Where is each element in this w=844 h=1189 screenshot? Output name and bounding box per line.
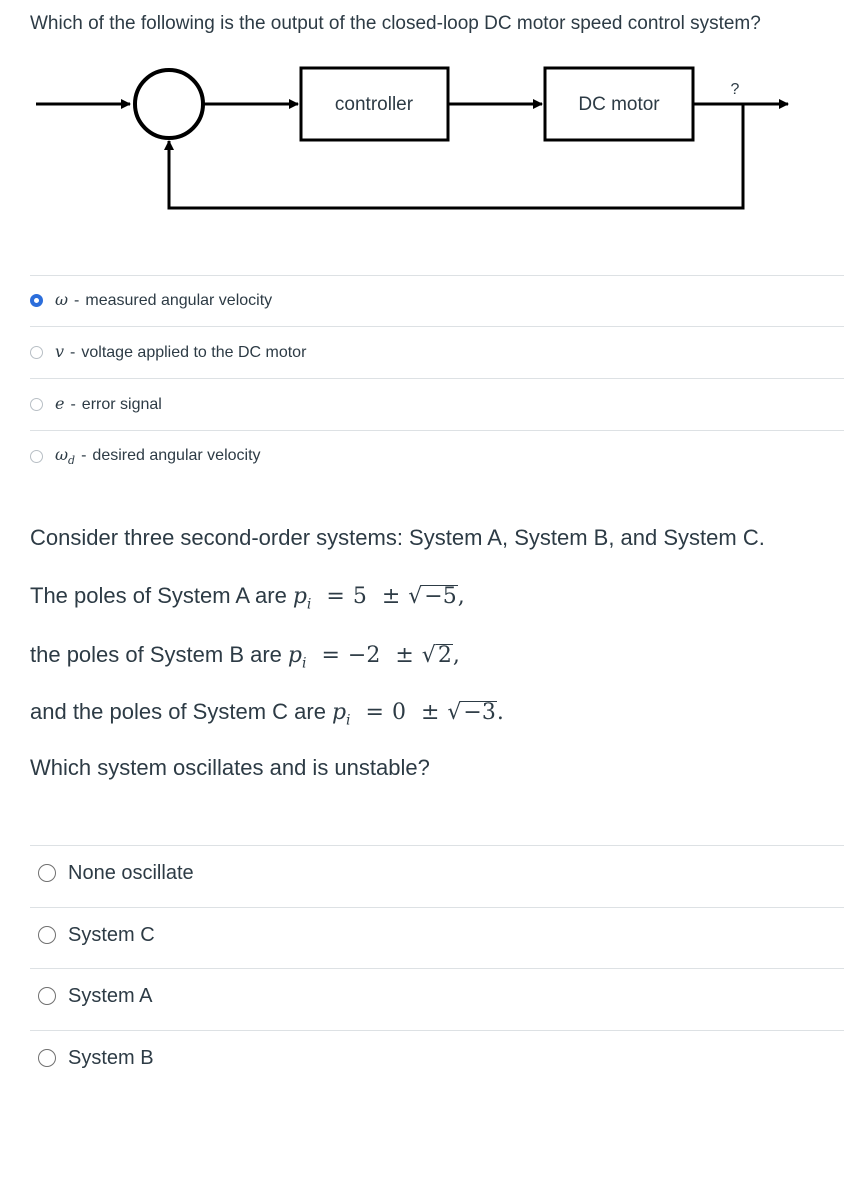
option-symbol: $\omega_d$ [55,444,76,468]
divider [30,845,844,846]
question-2-intro: Consider three second-order systems: System A, System B, and System C. [30,525,765,550]
q1-option-error-signal[interactable]: e - error signal [30,392,162,416]
dc-motor-label: DC motor [578,94,660,115]
question-2-prompt: Which system oscillates and is unstable? [30,755,430,780]
radio[interactable] [38,864,56,882]
option-text: error signal [81,396,162,413]
output-label: ? [730,81,740,98]
summing-junction [135,70,203,138]
option-text: measured angular velocity [85,292,273,309]
q2-option-none-oscillate[interactable] [38,860,194,886]
divider [30,907,844,908]
block-diagram [0,55,844,225]
divider [30,326,844,327]
q2-option-system-a[interactable] [38,983,152,1009]
system-b-poles: the poles of System B are $p_i = -2 \pm √2$, [30,642,460,672]
divider [30,378,844,379]
option-text: System A [68,984,153,1007]
radio[interactable] [38,987,56,1005]
option-text: None oscillate [68,861,194,884]
q1-option-desired-angular-velocity[interactable]: $\omega_d$ - desired angular velocity [30,444,261,468]
divider [30,1030,844,1031]
divider [30,430,844,431]
option-text: System C [68,923,155,946]
system-c-poles: and the poles of System C are $p_i = 0 \pm √-3$. [30,699,504,729]
divider [30,275,844,276]
radio[interactable] [30,450,43,463]
q2-option-system-c[interactable] [38,922,155,948]
q1-option-voltage[interactable]: v - voltage applied to the DC motor [30,340,306,364]
radio[interactable] [38,926,56,944]
option-symbol: e [55,394,65,413]
option-text: voltage applied to the DC motor [81,344,307,361]
option-text: desired angular velocity [92,446,261,464]
option-text: System B [68,1046,154,1069]
q1-option-measured-angular-velocity[interactable]: ω - measured angular velocity [30,288,272,312]
radio[interactable] [38,1049,56,1067]
option-symbol: v [55,342,65,361]
q2-option-system-b[interactable] [38,1045,154,1071]
option-symbol: ω [55,290,69,309]
radio-selected[interactable] [30,294,43,307]
radio[interactable] [30,398,43,411]
radio[interactable] [30,346,43,359]
controller-label: controller [334,94,414,115]
system-a-poles: The poles of System A are $p_i = 5 \pm √-5$, [30,583,465,613]
divider [30,968,844,969]
question-1-prompt: Which of the following is the output of the closed-loop DC motor speed control system? [30,13,761,34]
